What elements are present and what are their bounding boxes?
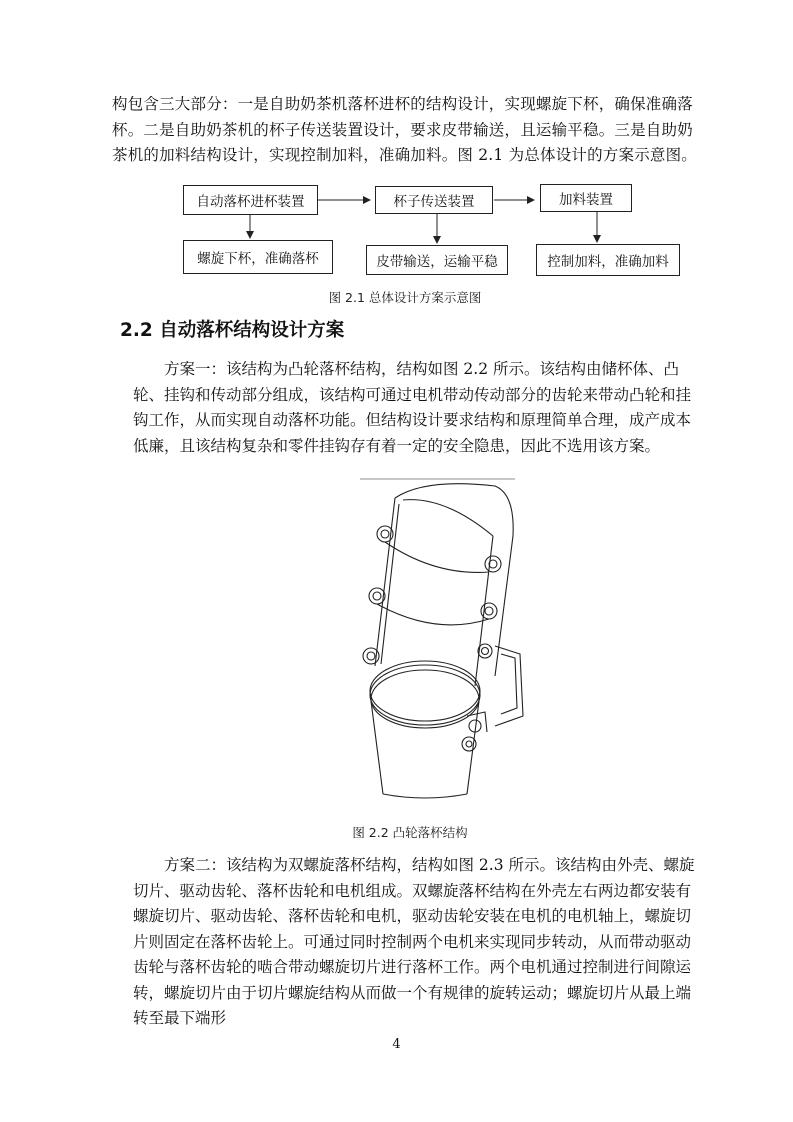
- page-number: 4: [392, 1037, 401, 1052]
- section-heading: 2.2 自动落杯结构设计方案: [120, 320, 345, 341]
- flow-box-feeding: 加料装置: [540, 184, 632, 212]
- flow-box-conveyor: 杯子传送装置: [375, 186, 493, 214]
- scheme-two-paragraph: 方案二：该结构为双螺旋落杯结构，结构如图 2.3 所示。该结构由外壳、螺旋切片、驱动齿轮、落杯齿轮和电机组成。双螺旋落杯结构在外壳左右两边都安装有螺旋切片、驱动齿轮、落杯齿轮和电机，驱动齿轮安装在电机的电机轴上，螺旋切片则固定在落杯齿轮上。可通过同时控制两个电机来实现同步转动，从而带动驱动齿轮与落杯齿轮的啮合带动螺旋切片进行落杯工作。两个电机通过控制进行间隙运转，螺旋切片由于切片螺旋结构从而做一个有规律的旋转运动；螺旋切片从最上端转至最下端形: [133, 856, 695, 1027]
- figure-caption-2-1: 图 2.1 总体设计方案示意图: [328, 290, 482, 305]
- intro-paragraph: 构包含三大部分：一是自助奶茶机落杯进杯的结构设计，实现螺旋下杯，确保准确落杯。二是自助奶茶机的杯子传送装置设计，要求皮带输送，且运输平稳。三是自助奶茶机的加料结构设计，实现控制加料，准确加料。图 2.1 为总体设计的方案示意图。: [112, 95, 698, 164]
- flow-box-control-feed: 控制加料，准确加料: [536, 244, 680, 276]
- scheme-one-paragraph: 方案一：该结构为凸轮落杯结构，结构如图 2.2 所示。该结构由储杯体、凸轮、挂钩和传动部分组成，该结构可通过电机带动传动部分的齿轮来带动凸轮和挂钩工作，从而实现自动落杯功能。但结构设计要求结构和原理简单合理，成产成本低廉，且该结构复杂和零件挂钩存有着一定的安全隐患，因此不选用该方案。: [133, 360, 692, 455]
- flow-box-spiral-drop: 螺旋下杯，准确落杯: [183, 240, 333, 274]
- figure-caption-2-2: 图 2.2 凸轮落杯结构: [352, 825, 468, 840]
- cam-drop-mechanism-figure: [355, 476, 530, 806]
- flow-box-belt: 皮带输送，运输平稳: [366, 245, 508, 275]
- flow-box-auto-drop: 自动落杯进杯装置: [183, 185, 318, 215]
